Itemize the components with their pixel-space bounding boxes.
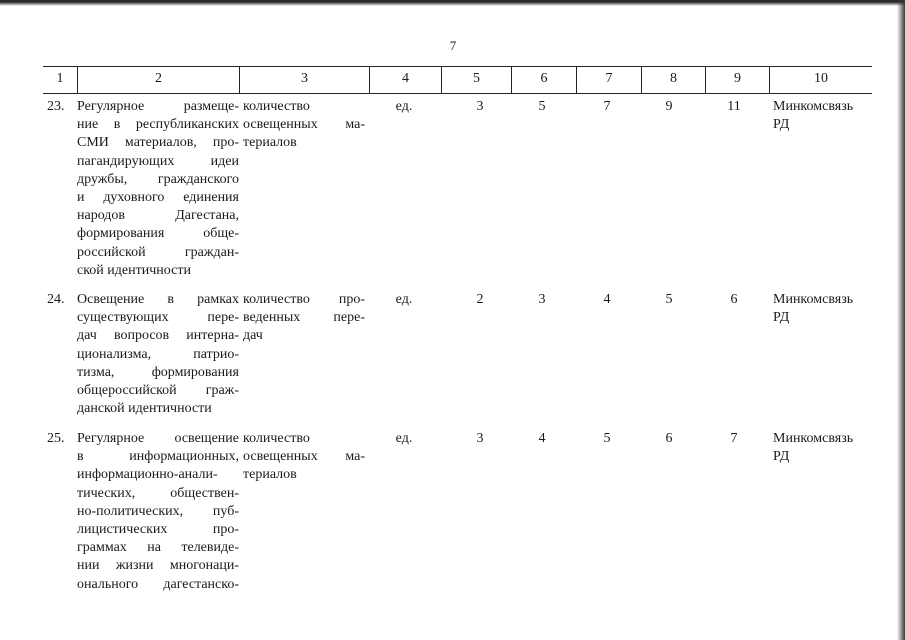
- description-line: российской граждан-: [77, 244, 239, 260]
- column-header-7: 7: [576, 67, 641, 93]
- description-line: дач вопросов интерна-: [77, 328, 239, 344]
- indicator-line: количество про-: [243, 292, 365, 307]
- value-col-8: 6: [665, 431, 673, 446]
- scan-edge-right: [897, 0, 905, 640]
- indicator-line: количество: [243, 99, 310, 114]
- unit: ед.: [395, 292, 413, 307]
- executor: [773, 430, 872, 466]
- description-line: тических, обществен-: [77, 485, 239, 501]
- column-header-9: 9: [705, 67, 769, 93]
- indicator-line: освещенных ма-: [243, 449, 365, 465]
- description-line: Регулярное размеще-: [77, 99, 239, 114]
- value-col-6: 3: [538, 292, 546, 307]
- measure-description: [77, 291, 239, 418]
- measure-description: [77, 430, 239, 594]
- description-line: в информационных,: [77, 449, 239, 465]
- column-header-1: 1: [56, 71, 64, 86]
- value-col-8: 9: [665, 99, 673, 114]
- column-header-10: 10: [769, 67, 872, 93]
- indicator-line: веденных пере-: [243, 310, 365, 326]
- description-line: Регулярное освещение: [77, 431, 239, 446]
- unit: ед.: [395, 99, 413, 114]
- value-col-6: 5: [538, 99, 546, 114]
- description-line: и духовного единения: [77, 190, 239, 206]
- value-col-5: 3: [476, 431, 484, 446]
- column-header-4: 4: [369, 67, 441, 93]
- description-line: но-политических, пуб-: [77, 503, 239, 519]
- value-col-6: 4: [538, 431, 546, 446]
- value-col-9: 6: [730, 292, 738, 307]
- description-line: информационно-анали-: [77, 467, 218, 483]
- table-header: [43, 66, 872, 94]
- value-col-7: 4: [603, 292, 611, 307]
- executor-line: Минкомсвязь: [773, 431, 854, 446]
- executor-line: РД: [773, 310, 790, 326]
- indicator-line: количество: [243, 431, 310, 446]
- description-line: ние в республиканских: [77, 117, 239, 133]
- description-line: СМИ материалов, про-: [77, 135, 239, 151]
- column-header-5: 5: [441, 67, 511, 93]
- indicator-line: освещенных ма-: [243, 117, 365, 133]
- description-line: дружбы, гражданского: [77, 171, 239, 187]
- measure-description: [77, 98, 239, 280]
- description-line: ской идентичности: [77, 262, 191, 278]
- description-line: нии жизни многонаци-: [77, 558, 239, 574]
- description-line: лицистических про-: [77, 522, 239, 538]
- indicator: [243, 98, 365, 153]
- description-line: пагандирующих идеи: [77, 153, 239, 169]
- description-line: общероссийской граж-: [77, 383, 239, 399]
- description-line: народов Дагестана,: [77, 208, 239, 224]
- description-line: Освещение в рамках: [77, 292, 239, 307]
- value-col-7: 5: [603, 431, 611, 446]
- column-header-8: 8: [641, 67, 705, 93]
- page-number: 7: [449, 38, 457, 53]
- column-header-2: 2: [77, 67, 239, 93]
- executor-line: Минкомсвязь: [773, 99, 854, 114]
- indicator: [243, 291, 365, 346]
- description-line: онального дагестанско-: [77, 576, 239, 592]
- description-line: данской идентичности: [77, 401, 212, 417]
- row-number: 23.: [47, 99, 65, 114]
- row-number: 25.: [47, 431, 65, 446]
- value-col-9: 11: [727, 99, 741, 114]
- column-header-6: 6: [511, 67, 576, 93]
- description-line: граммах на телевиде-: [77, 540, 239, 556]
- value-col-5: 2: [476, 292, 484, 307]
- value-col-7: 7: [603, 99, 611, 114]
- description-line: тизма, формирования: [77, 364, 239, 380]
- unit: ед.: [395, 431, 413, 446]
- executor: [773, 291, 872, 327]
- value-col-5: 3: [476, 99, 484, 114]
- executor-line: РД: [773, 449, 790, 465]
- description-line: ционализма, патрио-: [77, 346, 239, 362]
- scan-edge-top: [0, 0, 905, 6]
- value-col-9: 7: [730, 431, 738, 446]
- indicator: [243, 430, 365, 485]
- column-header-3: 3: [239, 67, 369, 93]
- description-line: формирования обще-: [77, 226, 239, 242]
- indicator-line: териалов: [243, 135, 297, 151]
- executor: [773, 98, 872, 134]
- row-number: 24.: [47, 292, 65, 307]
- description-line: существующих пере-: [77, 310, 239, 326]
- indicator-line: териалов: [243, 467, 297, 483]
- indicator-line: дач: [243, 328, 263, 344]
- executor-line: РД: [773, 117, 790, 133]
- value-col-8: 5: [665, 292, 673, 307]
- executor-line: Минкомсвязь: [773, 292, 854, 307]
